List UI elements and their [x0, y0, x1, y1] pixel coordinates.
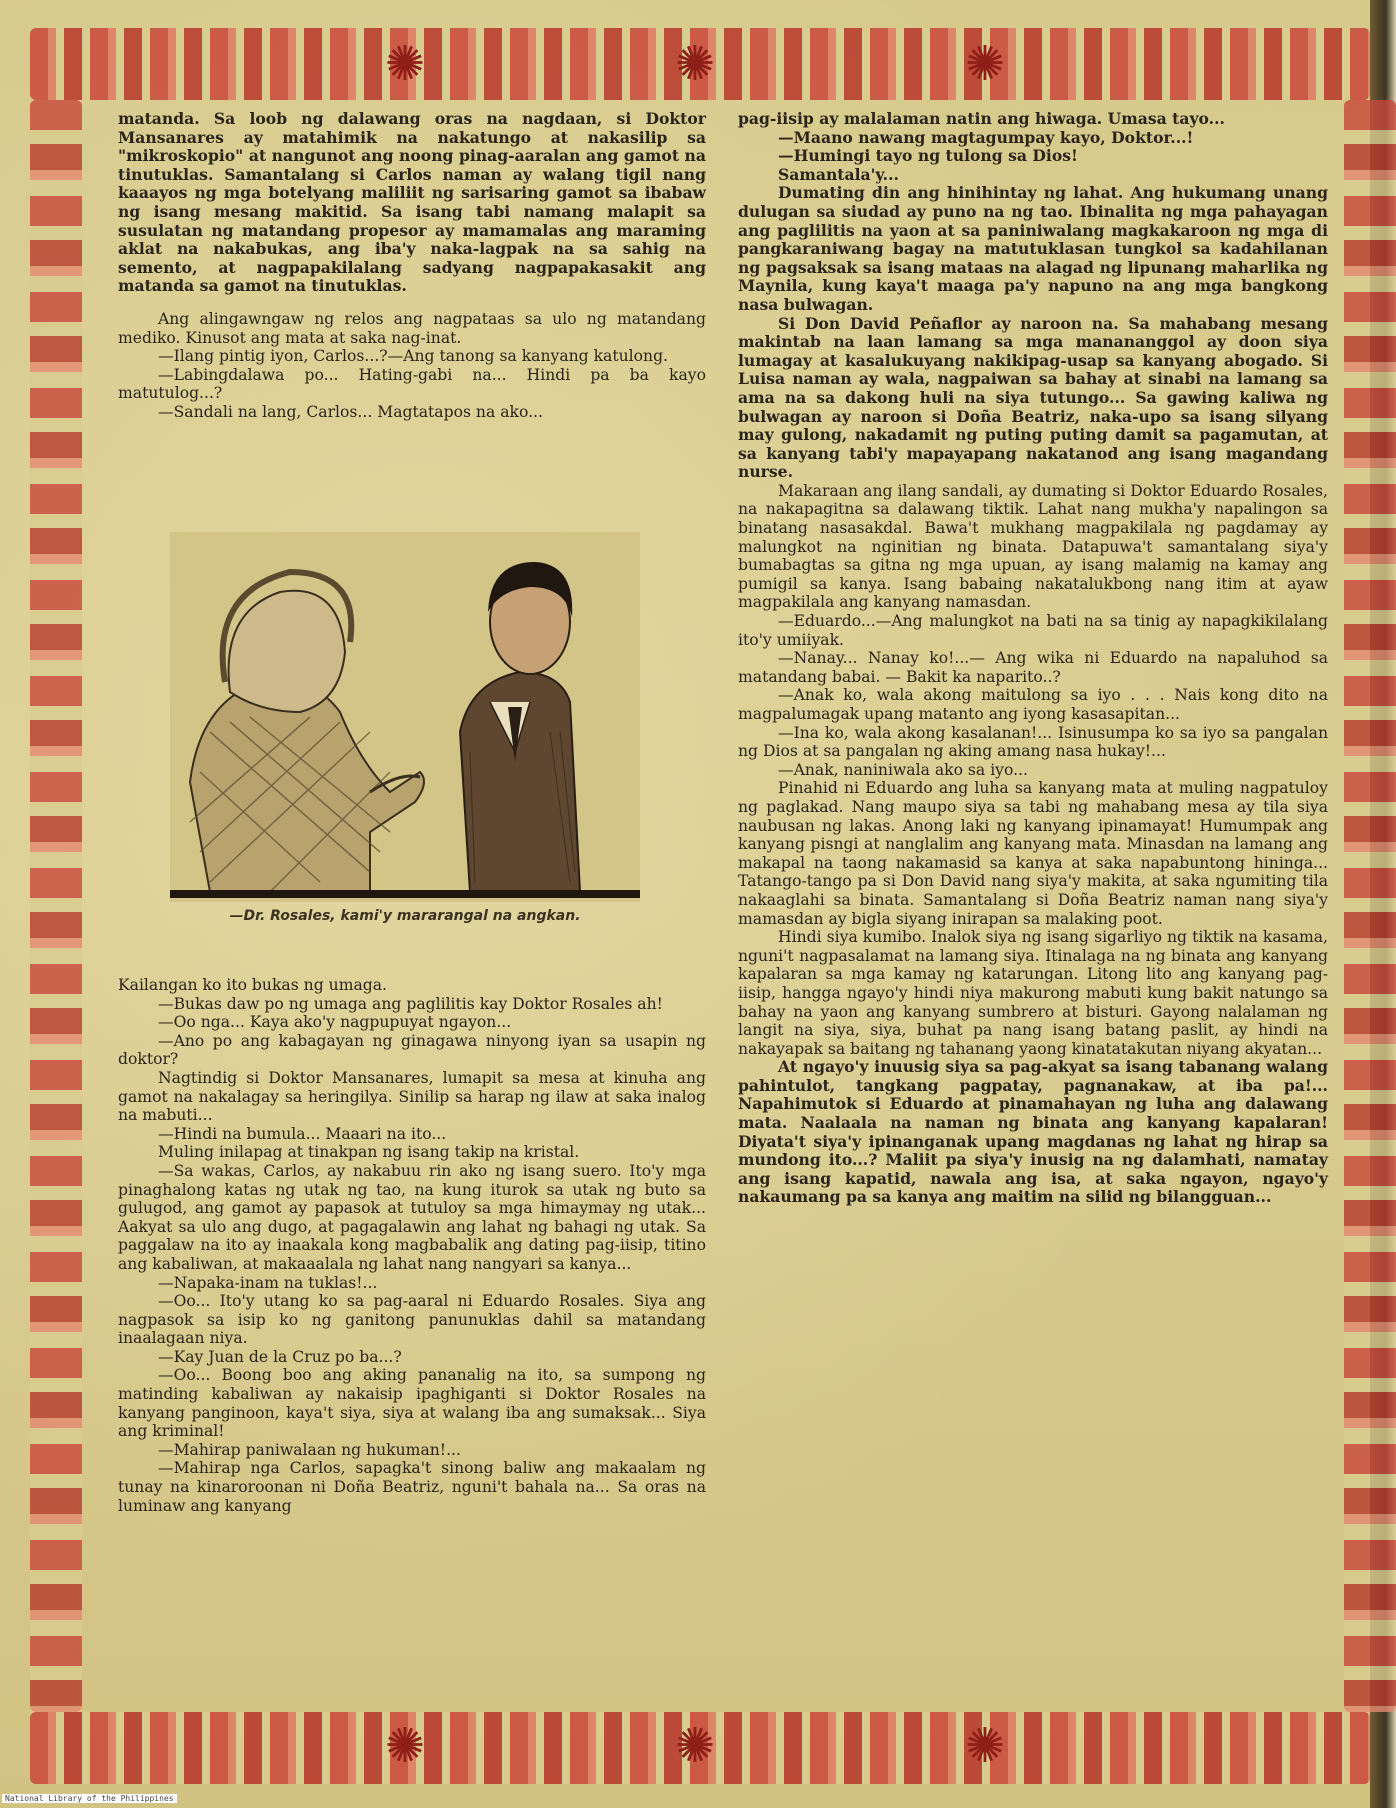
library-footer-credit: National Library of the Philippines	[2, 1794, 177, 1803]
paragraph: —Ano po ang kabagayan ng ginagawa ninyong iyan sa usapin ng doktor?	[118, 1031, 706, 1069]
paragraph: Nagtindig si Doktor Mansanares, lumapit sa mesa at kinuha ang gamot na nakalagay sa heringilya. Sinilip sa harap ng ilaw at saka inalog na mabuti...	[118, 1068, 706, 1125]
paragraph: Ang alingawngaw ng relos ang nagpataas sa ulo ng matandang mediko. Kinusot ang mata at saka nag-inat.	[118, 309, 706, 347]
paragraph: Dumating din ang hinihintay ng lahat. Ang hukumang unang dulugan sa siudad ay puno na ng tao. Ibinalita ng mga pahayagan ang paglilitis na yaon at sa paniniwalang magkakaroon ng mga di pangkaraniwang bagay na matutuklasan tungkol sa kadahilanan ng pagsaksak sa isang mataas na alagad ng lipunang maharlika ng Maynila, kung kaya't maaga pa'y napuno na ang mga bangkong nasa bulwagan.	[738, 183, 1328, 314]
paragraph: At ngayo'y inuusig siya sa pag-akyat sa isang tabanang walang pahintulot, tangkang pagpatay, pagnanakaw, at iba pa!... Napahimutok si Eduardo at pinamahayan ng luha ang dalawang mata. Naalaala na naman ng binata ang kanyang kapalaran! Diyata't siya'y ipinanganak upang magdanas ng lahat ng hirap sa mundong ito...? Maliit pa siya'y inusig na ng dalamhati, namatay ang isang kapatid, nawala ang isa, at saka ngayon, ngayo'y nakaumang pa sa kanya ang maitim na silid ng bilangguan...	[738, 1057, 1328, 1207]
paragraph: —Anak ko, wala akong maitulong sa iyo . . . Nais kong dito na magpalumagak upang matanto ang iyong kasasapitan...	[738, 686, 1328, 723]
ornamental-border-left	[30, 100, 82, 1712]
paragraph: matanda. Sa loob ng dalawang oras na nagdaan, si Doktor Mansanares ay matahimik na nakatungo at nakasilip sa "mikroskopio" at nangunot ang noong pinag-aaralan ang gamot na tinutuklas. Samantalang si Carlos naman ay walang tigil nang kaaayos ng mga botelyang maliliit ng sarisaring gamot sa ibabaw ng isang mesang makitid. Sa isang tabi namang malapit sa susulatan ng matandang propesor ay mamamalas ang maraming aklat na nakabukas, ang iba'y naka-lagpak na sa sahig na semento, at nagpapakilalang sadyang nagpapakasakit ang matanda sa gamot na tinutuklas.	[118, 109, 706, 296]
ornamental-border-right	[1344, 100, 1396, 1712]
paragraph: —Hindi na bumula... Maaari na ito...	[158, 1124, 447, 1143]
paragraph: —Sa wakas, Carlos, ay nakabuu rin ako ng isang suero. Ito'y mga pinaghalong katas ng utak ng tao, na kung iturok sa utak ng buto sa gulugod, ang gamot ay papasok at tutuloy sa mga himaymay ng utak... Aakyat sa ulo ang dugo, at pagagalawin ang lahat ng bahagi ng utak. Sa paggalaw na ito ay inaakala kong magbabalik ang dating pag-iisip, titino ang kabaliwan, at makaaalala ng lahat nang nangyari sa kanya...	[118, 1161, 706, 1273]
paragraph: —Labingdalawa po... Hating-gabi na... Hindi pa ba kayo matutulog...?	[118, 365, 706, 403]
right-column-text	[738, 110, 1328, 1207]
left-column-bottom-text	[118, 976, 706, 1515]
paragraph: —Kay Juan de la Cruz po ba...?	[158, 1347, 402, 1366]
illustration-caption: —Dr. Rosales, kami'y mararangal na angkan.	[229, 908, 581, 924]
paragraph: —Mahirap paniwalaan ng hukuman!...	[158, 1440, 461, 1459]
paragraph: Hindi siya kumibo. Inalok siya ng isang sigarliyo ng tiktik na kasama, nguni't nagpasalamat na lamang siya. Itinalaga na ng binata ang kanyang kapalaran sa mga kamay ng katarungan. Litong lito ang kanyang pag-iisip, hangga ngayo'y hindi niya makurong mabuti kung bakit natungo sa bahay na yaon ang kanyang sumbrero at bisturi. Gayong nalalaman ng langit na siya, siya, buhat pa nang isang batang paslit, ay hindi na nakayapak sa baitang ng tahanang yaong kinatatakutan niyang akyatan...	[738, 928, 1328, 1058]
left-column-top-text	[118, 110, 706, 422]
poinsettia-ornament-icon: ✺	[964, 1718, 1006, 1774]
paragraph: Makaraan ang ilang sandali, ay dumating si Doktor Eduardo Rosales, na nakapagitna sa dalawang tiktik. Lahat nang mukha'y napalingon sa binatang nasasakdal. Bawa't mukhang magpakilala ng pagdamay ay malungkot na nginitian ng binata. Datapuwa't samantalang siya'y bumabagtas sa gitna ng mga upuan, ay isang malamig na kamay ang pumigil sa kanya. Isang babaing nakatalukbong nang itim at ayaw magpakilala ang kanyang namasdan.	[738, 481, 1328, 612]
paragraph: —Mahirap nga Carlos, sapagka't sinong baliw ang makaalam ng tunay na kinaroroonan ni Doña Beatriz, nguni't bahala na... Sa oras na luminaw ang kanyang	[118, 1459, 706, 1515]
paragraph: —Napaka-inam na tuklas!...	[158, 1273, 378, 1292]
paragraph: —Oo... Boong boo ang aking pananalig na ito, sa sumpong ng matinding kabaliwan ay nakaisip ipaghiganti si Doktor Rosales na kanyang panginoon, kaya't siya, siya at walang iba ang sumaksak... Siya ang kriminal!	[118, 1366, 706, 1441]
poinsettia-ornament-icon: ✺	[384, 36, 426, 92]
poinsettia-ornament-icon: ✺	[384, 1718, 426, 1774]
paragraph: —Oo nga... Kaya ako'y nagpupuyat ngayon...	[158, 1013, 512, 1032]
paragraph: —Bukas daw po ng umaga ang paglilitis kay Doktor Rosales ah!	[158, 994, 663, 1013]
paragraph: pag-iisip ay malalaman natin ang hiwaga. Umasa tayo...	[738, 109, 1225, 128]
paragraph: —Maano nawang magtagumpay kayo, Doktor...!	[778, 127, 1194, 147]
paragraph: —Anak, naniniwala ako sa iyo...	[778, 760, 1028, 779]
paragraph: —Ilang pintig iyon, Carlos...?—Ang tanong sa kanyang katulong.	[158, 347, 669, 366]
poinsettia-ornament-icon: ✺	[964, 36, 1006, 92]
paragraph: —Oo... Ito'y utang ko sa pag-aaral ni Eduardo Rosales. Siya ang nagpasok sa isip ko ng ganitong panunuklas dahil sa matandang inaalagaan niya.	[118, 1292, 706, 1348]
illustration-svg	[170, 532, 640, 902]
paragraph: Muling inilapag at tinakpan ng isang takip na kristal.	[158, 1143, 580, 1162]
paragraph: Pinahid ni Eduardo ang luha sa kanyang mata at muling nagpatuloy ng paglakad. Nang maupo siya sa tabi ng mahabang mesa ay tila siya naubusan ng lakas. Anong laki ng kanyang ipinamayat! Humumpak ang kanyang pisngi at nanglalim ang kanyang mata. Minasdan na lamang ang makapal na taong nakamasid sa kanya at saka napabuntong hininga... Tatango-tango pa si Don David nang siya'y makita, at saka ngumiting tila nakaaglahi sa binata. Samantalang si Doña Beatriz naman nang siya'y mamasdan ay bigla siyang inirapan sa malaking poot.	[738, 779, 1328, 928]
paragraph: Kailangan ko ito bukas ng umaga.	[118, 976, 388, 994]
paragraph: —Eduardo...—Ang malungkot na bati na sa tinig ay napagkikilalang ito'y umiiyak.	[738, 612, 1328, 649]
paragraph: —Humingi tayo ng tulong sa Dios!	[778, 146, 1078, 166]
paragraph: Samantala'y...	[778, 164, 899, 184]
poinsettia-ornament-icon: ✺	[674, 1718, 716, 1774]
illustration-two-figures	[170, 532, 640, 902]
paragraph: Si Don David Peñaflor ay naroon na. Sa mahabang mesang makintab na laan lamang sa mga manananggol ay doon siya lumagay at kasalukuyang nakikipag-usap sa kanyang abogado. Si Luisa naman ay wala, nagpaiwan sa bahay at sinabi na lamang sa ama na sa dakong huli na siya tutungo... Sa gawing kaliwa ng bulwagan ay naroon si Doña Beatriz, naka-upo sa isang silyang may gulong, nakadamit ng puting puting damit sa pagamutan, at sa kanyang tabi'y mapayapang nakatanod ang isang magandang nurse.	[738, 313, 1328, 482]
poinsettia-ornament-icon: ✺	[674, 36, 716, 92]
paragraph: —Ina ko, wala akong kasalanan!... Isinusumpa ko sa iyo sa pangalan ng Dios at sa pangalan ng aking amang nasa hukay!...	[738, 723, 1328, 761]
paragraph: —Sandali na lang, Carlos... Magtatapos na ako...	[158, 402, 543, 421]
paragraph: —Nanay... Nanay ko!...— Ang wika ni Eduardo na napaluhod sa matandang babai. — Bakit ka naparito..?	[738, 649, 1328, 686]
